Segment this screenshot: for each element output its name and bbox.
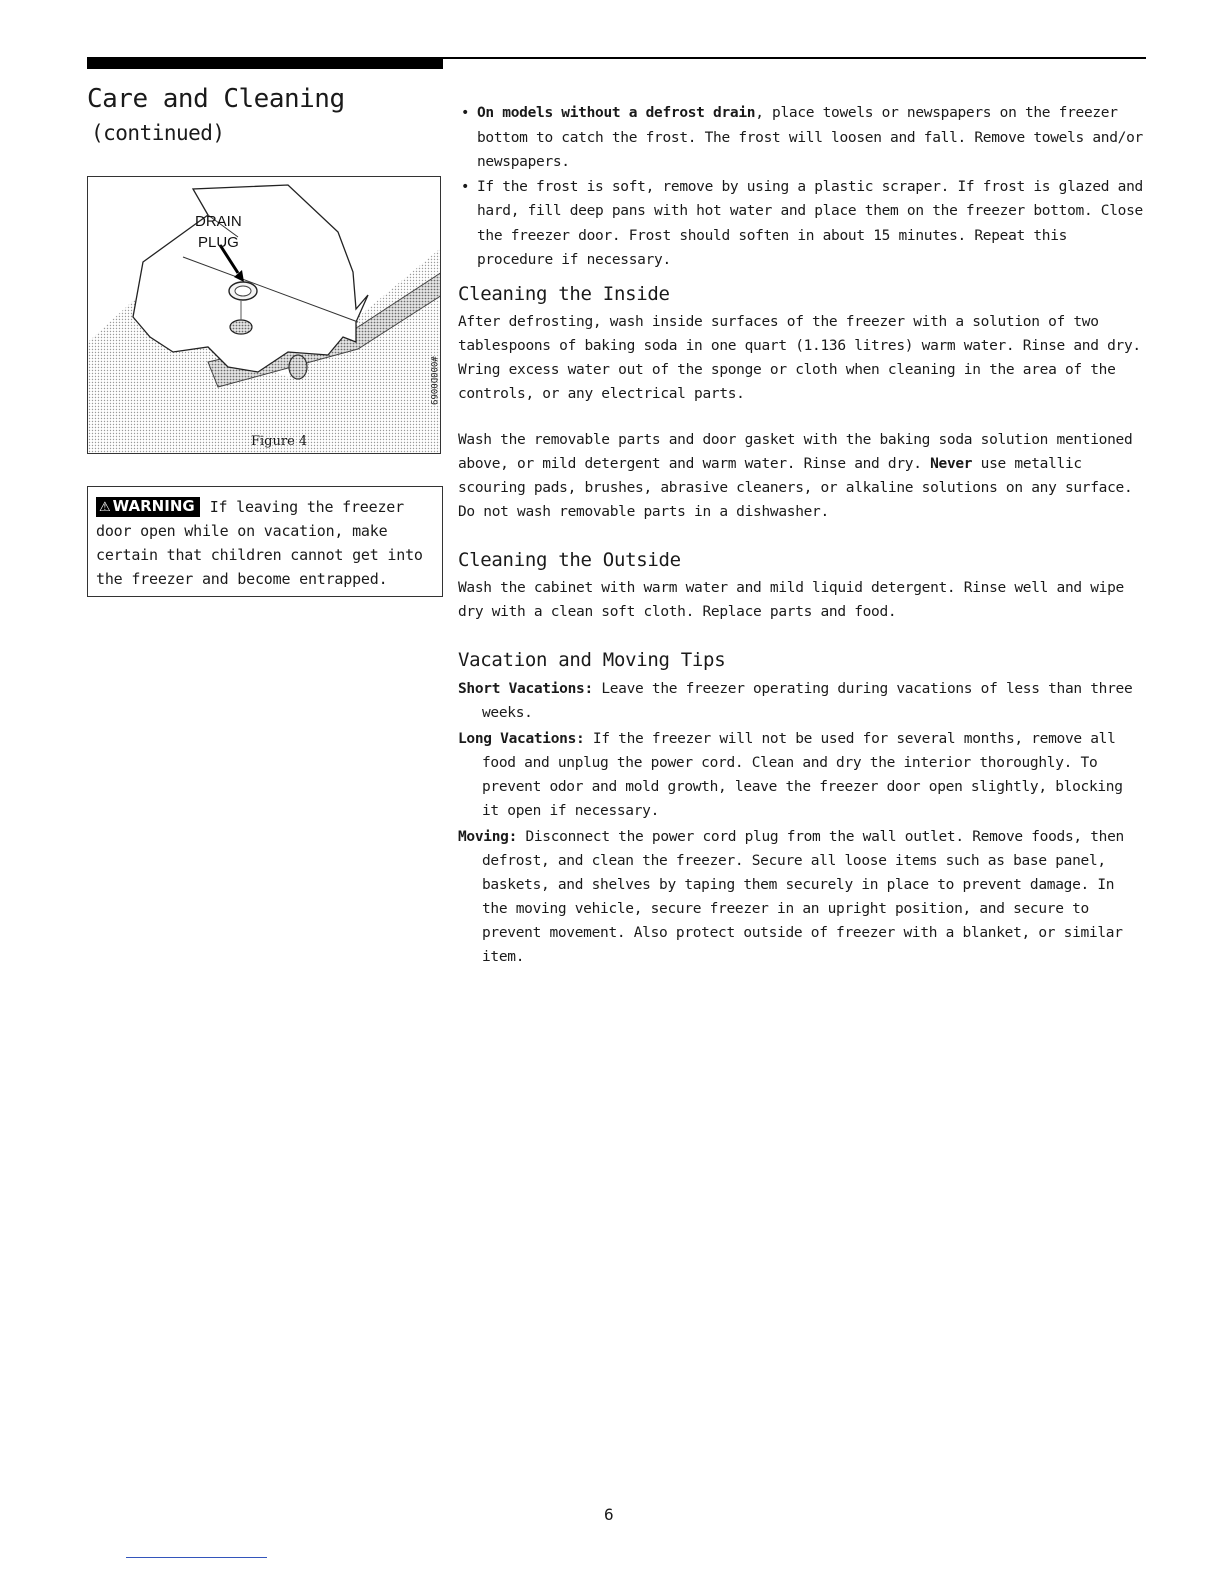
page-title: Care and Cleaning bbox=[87, 84, 345, 114]
list-item bbox=[458, 175, 1144, 273]
heading-cleaning-outside: Cleaning the Outside bbox=[458, 549, 681, 571]
footer-link-underline bbox=[126, 1557, 267, 1558]
warning-text: If leaving the freezer door open while on vacation, make certain that children cannot get into the freezer and become entrapped. bbox=[96, 498, 423, 588]
bullet-lead: On models without a defrost drain bbox=[477, 105, 756, 121]
warning-badge-label: WARNING bbox=[112, 497, 195, 515]
warning-badge bbox=[96, 497, 200, 517]
callout-line-1: DRAIN bbox=[195, 213, 242, 230]
short-vacations-label: Short Vacations: bbox=[458, 681, 593, 697]
bullet-text: If the frost is soft, remove by using a plastic scraper. If frost is glazed and hard, fill deep pans with hot water and place them on the freezer bottom. Close the freezer door. Frost should soften in about 15 minutes. Repeat this procedure if necessary. bbox=[477, 178, 1143, 268]
short-vacations-text: Leave the freezer operating during vacations of less than three weeks. bbox=[482, 681, 1133, 721]
paragraph-outside: Wash the cabinet with warm water and mild liquid detergent. Rinse well and wipe dry with a clean soft cloth. Replace parts and food. bbox=[458, 580, 1124, 620]
inside-text-b: use metallic scouring pads, brushes, abrasive cleaners, or alkaline solutions on any surface. Do not wash removable parts in a dishwasher. bbox=[458, 456, 1133, 520]
moving-label: Moving: bbox=[458, 829, 518, 845]
paragraph-short-vacations bbox=[458, 677, 1144, 725]
warning-triangle-icon: ⚠ bbox=[99, 500, 111, 515]
bullet-text: , place towels or newspapers on the freezer bottom to catch the frost. The frost will loosen and fall. Remove towels and/or newspapers. bbox=[477, 105, 1143, 170]
paragraph-long-vacations bbox=[458, 727, 1144, 823]
inside-never: Never bbox=[930, 456, 973, 472]
callout-line-2: PLUG bbox=[198, 234, 239, 251]
paragraph-inside-1: After defrosting, wash inside surfaces of the freezer with a solution of two tablespoons of baking soda in one quart (1.136 litres) warm water. Rinse and dry. Wring excess water out of the sponge or cloth when cleaning in the area of the controls, or any electrical parts. bbox=[458, 314, 1141, 402]
drain-plug-illustration bbox=[88, 177, 441, 454]
warning-box bbox=[87, 486, 443, 597]
paragraph-inside-2 bbox=[458, 428, 1144, 524]
defrost-bullet-list bbox=[458, 101, 1144, 273]
inside-text-a: Wash the removable parts and door gasket with the baking soda solution mentioned above, or mild detergent and warm water. Rinse and dry. bbox=[458, 432, 1133, 472]
heading-vacation-moving: Vacation and Moving Tips bbox=[458, 649, 726, 671]
long-vacations-label: Long Vacations: bbox=[458, 731, 585, 747]
header-rule-thick bbox=[87, 57, 443, 69]
figure-caption: Figure 4 bbox=[251, 434, 308, 449]
long-vacations-text: If the freezer will not be used for several months, remove all food and unplug the power cord. Clean and dry the interior thoroughly. To prevent odor and mold growth, leave the freezer door open slightly, blocking it open if necessary. bbox=[482, 731, 1123, 819]
figure-code: #000D0069 bbox=[428, 356, 438, 405]
page-subtitle: (continued) bbox=[91, 121, 225, 145]
moving-text: Disconnect the power cord plug from the wall outlet. Remove foods, then defrost, and clean the freezer. Secure all loose items such as base panel, baskets, and shelves by taping them securely in place to prevent damage. In the moving vehicle, secure freezer in an upright position, and secure to prevent movement. Also protect outside of freezer with a blanket, or similar item. bbox=[482, 829, 1124, 965]
page-number: 6 bbox=[604, 1505, 614, 1524]
header-rule-thin bbox=[443, 57, 1146, 59]
heading-cleaning-inside: Cleaning the Inside bbox=[458, 283, 670, 305]
figure-drain-plug bbox=[87, 176, 441, 454]
list-item bbox=[458, 101, 1144, 175]
paragraph-moving bbox=[458, 825, 1144, 969]
